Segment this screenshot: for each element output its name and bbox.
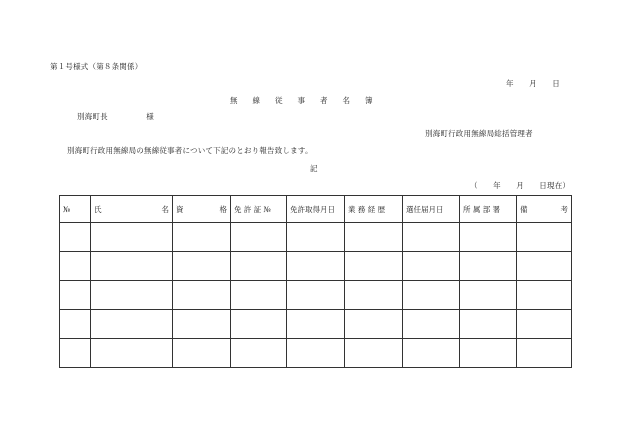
page-title: 無線従事者名簿 xyxy=(230,96,388,105)
table-cell xyxy=(173,281,231,310)
table-cell xyxy=(287,281,345,310)
table-cell xyxy=(173,310,231,339)
recipient: 別海町長 様 xyxy=(77,112,154,121)
table-cell xyxy=(460,252,517,281)
column-header-label: 業 務 経 歴 xyxy=(348,204,386,214)
sender: 別海町行政用無線局総括管理者 xyxy=(425,129,533,138)
table-row xyxy=(60,252,572,281)
column-header-label: № xyxy=(63,204,71,214)
column-header xyxy=(231,196,287,223)
column-header xyxy=(517,196,572,223)
table-row xyxy=(60,281,572,310)
table-cell xyxy=(173,252,231,281)
column-header-label: 備 xyxy=(520,204,528,214)
table-cell xyxy=(287,252,345,281)
table-cell xyxy=(60,281,91,310)
table-cell xyxy=(91,310,173,339)
table-cell xyxy=(460,310,517,339)
table-cell xyxy=(231,339,287,368)
table-cell xyxy=(60,339,91,368)
table-cell xyxy=(231,252,287,281)
table-cell xyxy=(460,223,517,252)
body-text: 別海町行政用無線局の無線従事者について下記のとおり報告致します。 xyxy=(67,146,313,155)
table-cell xyxy=(91,281,173,310)
column-header xyxy=(91,196,173,223)
table-row xyxy=(60,339,572,368)
table-cell xyxy=(91,252,173,281)
column-header-label: 免 許 証 № xyxy=(234,204,271,214)
table-cell xyxy=(517,339,572,368)
table-cell xyxy=(287,310,345,339)
table-cell xyxy=(231,223,287,252)
personnel-table xyxy=(59,195,572,368)
table-cell xyxy=(345,252,403,281)
table-cell xyxy=(403,252,460,281)
column-header xyxy=(60,196,91,223)
as-of-date: （ 年 月 日現在） xyxy=(470,181,571,190)
table-cell xyxy=(287,339,345,368)
column-header-label: 選任届月日 xyxy=(406,204,444,214)
table-cell xyxy=(403,223,460,252)
date-line: 年 月 日 xyxy=(506,79,560,88)
table-cell xyxy=(60,310,91,339)
table-cell xyxy=(60,252,91,281)
column-header-label: 所 属 部 署 xyxy=(463,204,501,214)
column-header xyxy=(345,196,403,223)
table-cell xyxy=(287,223,345,252)
table-cell xyxy=(345,223,403,252)
table-cell xyxy=(173,339,231,368)
table-cell xyxy=(517,310,572,339)
column-header-label-end: 考 xyxy=(560,204,568,214)
table-cell xyxy=(517,281,572,310)
table-cell xyxy=(403,281,460,310)
table-cell xyxy=(517,252,572,281)
column-header-label: 資 xyxy=(176,204,184,214)
column-header-label: 免許取得月日 xyxy=(290,204,335,214)
form-number: 第１号様式（第８条関係） xyxy=(50,62,143,71)
table-cell xyxy=(91,223,173,252)
column-header xyxy=(173,196,231,223)
table-cell xyxy=(91,339,173,368)
column-header-label-end: 格 xyxy=(219,204,227,214)
table-header-row xyxy=(60,196,572,223)
table-cell xyxy=(345,310,403,339)
table-cell xyxy=(60,223,91,252)
table-row xyxy=(60,223,572,252)
table-cell xyxy=(517,223,572,252)
column-header-label-end: 名 xyxy=(161,204,169,214)
table-cell xyxy=(173,223,231,252)
column-header xyxy=(460,196,517,223)
table-cell xyxy=(403,310,460,339)
table-cell xyxy=(345,339,403,368)
table-cell xyxy=(460,339,517,368)
table-cell xyxy=(231,310,287,339)
table-cell xyxy=(345,281,403,310)
table-cell xyxy=(231,281,287,310)
table-row xyxy=(60,310,572,339)
ki-label: 記 xyxy=(310,164,318,173)
column-header xyxy=(287,196,345,223)
table-cell xyxy=(403,339,460,368)
column-header-label: 氏 xyxy=(94,204,102,214)
column-header xyxy=(403,196,460,223)
table-cell xyxy=(460,281,517,310)
